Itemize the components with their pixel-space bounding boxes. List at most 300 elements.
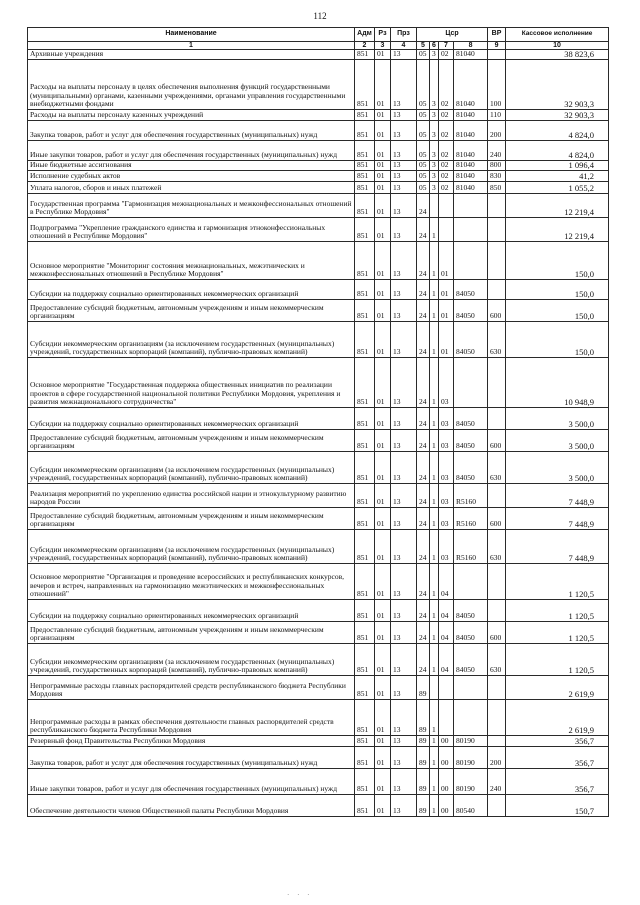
row-name: Закупка товаров, работ и услуг для обеспечения государственных (муниципальных) нужд — [28, 747, 355, 769]
row-prz: 13 — [391, 194, 417, 218]
row-csr-direction: 84050 — [454, 452, 488, 484]
row-csr-subprogram: 1 — [430, 600, 439, 622]
row-name: Предоставление субсидий бюджетным, автономным учреждениям и иным некоммерческим организациям — [28, 622, 355, 644]
row-rz: 01 — [375, 430, 391, 452]
row-csr-event: 02 — [439, 182, 454, 194]
row-csr-subprogram: 1 — [430, 736, 439, 747]
row-rz: 01 — [375, 171, 391, 182]
row-prz: 13 — [391, 218, 417, 242]
row-csr-subprogram: 1 — [430, 484, 439, 508]
row-rz: 01 — [375, 141, 391, 161]
row-csr-direction: 81040 — [454, 50, 488, 60]
row-vr — [488, 218, 506, 242]
row-csr-program: 24 — [417, 452, 430, 484]
header-rz: Рз — [375, 28, 391, 42]
row-csr-program: 05 — [417, 121, 430, 141]
row-csr-direction: 81040 — [454, 141, 488, 161]
row-vr: 600 — [488, 622, 506, 644]
row-name: Иные закупки товаров, работ и услуг для обеспечения государственных (муниципальных) нужд — [28, 769, 355, 795]
row-name: Исполнение судебных актов — [28, 171, 355, 182]
row-vr — [488, 50, 506, 60]
row-csr-direction — [454, 676, 488, 700]
row-csr-direction: 80190 — [454, 769, 488, 795]
row-vr — [488, 795, 506, 817]
row-prz: 13 — [391, 110, 417, 121]
row-rz: 01 — [375, 452, 391, 484]
header-adm: Адм — [355, 28, 375, 42]
row-csr-program: 05 — [417, 50, 430, 60]
row-csr-direction: 84050 — [454, 408, 488, 430]
row-csr-subprogram: 3 — [430, 171, 439, 182]
row-adm: 851 — [355, 171, 375, 182]
row-amount: 32 903,3 — [506, 110, 609, 121]
row-vr: 240 — [488, 769, 506, 795]
row-csr-direction — [454, 218, 488, 242]
row-csr-event: 04 — [439, 622, 454, 644]
column-number: 4 — [391, 42, 417, 50]
row-prz: 13 — [391, 769, 417, 795]
row-rz: 01 — [375, 322, 391, 358]
row-csr-direction: 80190 — [454, 736, 488, 747]
row-rz: 01 — [375, 600, 391, 622]
row-vr: 630 — [488, 644, 506, 676]
row-csr-program: 05 — [417, 161, 430, 171]
row-csr-program: 05 — [417, 110, 430, 121]
row-name: Субсидии на поддержку социально ориентированных некоммерческих организаций — [28, 280, 355, 300]
column-number: 9 — [488, 42, 506, 50]
row-csr-program: 24 — [417, 300, 430, 322]
row-csr-direction — [454, 194, 488, 218]
row-vr: 630 — [488, 322, 506, 358]
row-csr-program: 89 — [417, 676, 430, 700]
row-csr-event: 03 — [439, 530, 454, 564]
row-csr-event: 02 — [439, 141, 454, 161]
row-prz: 13 — [391, 530, 417, 564]
row-adm: 851 — [355, 452, 375, 484]
row-csr-event: 02 — [439, 121, 454, 141]
row-adm: 851 — [355, 736, 375, 747]
row-vr — [488, 408, 506, 430]
row-csr-event: 04 — [439, 564, 454, 600]
row-csr-subprogram: 1 — [430, 530, 439, 564]
row-csr-subprogram: 3 — [430, 161, 439, 171]
row-vr: 630 — [488, 530, 506, 564]
page-number: 112 — [313, 11, 327, 21]
row-vr — [488, 194, 506, 218]
row-amount: 41,2 — [506, 171, 609, 182]
row-csr-direction: 81040 — [454, 161, 488, 171]
row-csr-subprogram: 1 — [430, 700, 439, 736]
row-rz: 01 — [375, 484, 391, 508]
row-vr: 110 — [488, 110, 506, 121]
row-csr-program: 24 — [417, 622, 430, 644]
row-name: Подпрограмма "Укрепление гражданского единства и гармонизация этноконфессиональных отношений в Республике Мордовия" — [28, 218, 355, 242]
row-adm: 851 — [355, 322, 375, 358]
table-row — [28, 60, 609, 110]
row-rz: 01 — [375, 50, 391, 60]
row-vr: 100 — [488, 60, 506, 110]
row-name: Расходы на выплаты персоналу казенных учреждений — [28, 110, 355, 121]
row-csr-event: 01 — [439, 280, 454, 300]
row-amount: 2 619,9 — [506, 700, 609, 736]
row-amount: 7 448,9 — [506, 508, 609, 530]
row-csr-event: 03 — [439, 452, 454, 484]
row-csr-program: 24 — [417, 408, 430, 430]
row-rz: 01 — [375, 408, 391, 430]
row-name: Предоставление субсидий бюджетным, автономным учреждениям и иным некоммерческим организациям — [28, 300, 355, 322]
row-prz: 13 — [391, 644, 417, 676]
row-name: Иные закупки товаров, работ и услуг для обеспечения государственных (муниципальных) нужд — [28, 141, 355, 161]
row-csr-subprogram: 1 — [430, 795, 439, 817]
table-row — [28, 218, 609, 242]
row-prz: 13 — [391, 358, 417, 408]
row-amount: 7 448,9 — [506, 484, 609, 508]
row-csr-program: 05 — [417, 182, 430, 194]
row-csr-subprogram — [430, 676, 439, 700]
row-csr-direction: 80190 — [454, 747, 488, 769]
row-csr-subprogram: 1 — [430, 430, 439, 452]
row-prz: 13 — [391, 736, 417, 747]
table-row — [28, 171, 609, 182]
table-row — [28, 300, 609, 322]
row-csr-subprogram: 1 — [430, 747, 439, 769]
row-adm: 851 — [355, 484, 375, 508]
row-csr-event: 03 — [439, 430, 454, 452]
row-csr-direction: 81040 — [454, 60, 488, 110]
row-csr-direction: 84050 — [454, 622, 488, 644]
row-csr-program: 89 — [417, 747, 430, 769]
row-adm: 851 — [355, 161, 375, 171]
row-amount: 7 448,9 — [506, 530, 609, 564]
row-rz: 01 — [375, 700, 391, 736]
row-prz: 13 — [391, 60, 417, 110]
row-amount: 1 120,5 — [506, 600, 609, 622]
row-name: Субсидии на поддержку социально ориентированных некоммерческих организаций — [28, 600, 355, 622]
row-adm: 851 — [355, 110, 375, 121]
row-prz: 13 — [391, 600, 417, 622]
table-row — [28, 530, 609, 564]
row-csr-direction: 84050 — [454, 644, 488, 676]
row-prz: 13 — [391, 300, 417, 322]
row-name: Реализация мероприятий по укреплению единства российской нации и этнокультурному развитию народов России — [28, 484, 355, 508]
table-row — [28, 194, 609, 218]
row-csr-subprogram: 1 — [430, 644, 439, 676]
row-prz: 13 — [391, 747, 417, 769]
column-number: 6 — [430, 42, 439, 50]
row-csr-event: 02 — [439, 161, 454, 171]
row-csr-direction: 81040 — [454, 121, 488, 141]
table-row — [28, 795, 609, 817]
row-csr-program: 24 — [417, 194, 430, 218]
row-rz: 01 — [375, 622, 391, 644]
row-csr-direction: R5160 — [454, 530, 488, 564]
row-prz: 13 — [391, 564, 417, 600]
row-csr-direction: 81040 — [454, 171, 488, 182]
row-csr-subprogram: 3 — [430, 50, 439, 60]
row-csr-direction: 84050 — [454, 600, 488, 622]
row-name: Основное мероприятие "Мониторинг состояния межнациональных, межэтнических и межконфессиональных отношений в Республике Мордовия" — [28, 242, 355, 280]
row-adm: 851 — [355, 50, 375, 60]
row-csr-program: 24 — [417, 218, 430, 242]
column-number: 2 — [355, 42, 375, 50]
row-rz: 01 — [375, 358, 391, 408]
table-row — [28, 622, 609, 644]
row-csr-event — [439, 218, 454, 242]
table-row — [28, 182, 609, 194]
row-amount: 4 824,0 — [506, 141, 609, 161]
row-rz: 01 — [375, 60, 391, 110]
row-csr-direction — [454, 700, 488, 736]
row-csr-program: 89 — [417, 700, 430, 736]
row-csr-subprogram: 1 — [430, 218, 439, 242]
row-name: Основное мероприятие "Организация и проведение всероссийских и республиканских конкурсов, вечеров и встреч, направленных на гармонизацию межэтнических и межконфессиональных отношений" — [28, 564, 355, 600]
row-adm: 851 — [355, 530, 375, 564]
row-adm: 851 — [355, 508, 375, 530]
row-csr-program: 24 — [417, 600, 430, 622]
row-csr-direction: 81040 — [454, 182, 488, 194]
row-rz: 01 — [375, 121, 391, 141]
row-name: Субсидии некоммерческим организациям (за исключением государственных (муниципальных) учреждений, государственных корпораций (компаний), публично-правовых компаний) — [28, 644, 355, 676]
row-amount: 3 500,0 — [506, 408, 609, 430]
row-csr-direction: 81040 — [454, 110, 488, 121]
row-csr-event: 02 — [439, 171, 454, 182]
header-csr: Цср — [417, 28, 488, 42]
row-name: Основное мероприятие "Государственная поддержка общественных инициатив по реализации проектов в сфере государственной национальной политики Республики Мордовия, укрепления и развития межнационального сотрудничества" — [28, 358, 355, 408]
row-amount: 150,0 — [506, 242, 609, 280]
row-csr-event: 00 — [439, 769, 454, 795]
row-csr-subprogram: 1 — [430, 564, 439, 600]
table-row — [28, 121, 609, 141]
row-prz: 13 — [391, 622, 417, 644]
row-csr-subprogram — [430, 194, 439, 218]
row-vr: 200 — [488, 121, 506, 141]
row-csr-event: 01 — [439, 300, 454, 322]
row-amount: 356,7 — [506, 769, 609, 795]
table-row — [28, 430, 609, 452]
row-amount: 32 903,3 — [506, 60, 609, 110]
row-csr-subprogram: 3 — [430, 141, 439, 161]
row-csr-subprogram: 3 — [430, 110, 439, 121]
table-row — [28, 484, 609, 508]
row-csr-subprogram: 3 — [430, 182, 439, 194]
row-adm: 851 — [355, 564, 375, 600]
row-csr-subprogram: 3 — [430, 60, 439, 110]
row-csr-program: 24 — [417, 644, 430, 676]
row-prz: 13 — [391, 676, 417, 700]
row-adm: 851 — [355, 430, 375, 452]
row-csr-event: 00 — [439, 736, 454, 747]
table-row — [28, 747, 609, 769]
row-prz: 13 — [391, 141, 417, 161]
row-csr-program: 89 — [417, 769, 430, 795]
row-csr-program: 24 — [417, 242, 430, 280]
row-csr-direction — [454, 242, 488, 280]
row-csr-event: 02 — [439, 110, 454, 121]
table-row — [28, 508, 609, 530]
row-name: Непрограммные расходы главных распорядителей средств республиканского бюджета Республики Мордовия — [28, 676, 355, 700]
row-csr-subprogram: 1 — [430, 280, 439, 300]
row-adm: 851 — [355, 242, 375, 280]
row-amount: 10 948,9 — [506, 358, 609, 408]
row-rz: 01 — [375, 300, 391, 322]
row-csr-direction: 84050 — [454, 300, 488, 322]
column-number-row — [28, 42, 609, 50]
row-name: Расходы на выплаты персоналу в целях обеспечения выполнения функций государственными (муниципальными) органами, казенными учреждениями, органами управления государственными внебюджетными фондами — [28, 60, 355, 110]
row-csr-event: 02 — [439, 60, 454, 110]
row-csr-subprogram: 1 — [430, 322, 439, 358]
table-row — [28, 769, 609, 795]
table-row — [28, 644, 609, 676]
row-csr-subprogram: 1 — [430, 769, 439, 795]
row-name: Предоставление субсидий бюджетным, автономным учреждениям и иным некоммерческим организациям — [28, 508, 355, 530]
row-rz: 01 — [375, 110, 391, 121]
row-vr: 600 — [488, 430, 506, 452]
row-prz: 13 — [391, 322, 417, 358]
row-vr — [488, 600, 506, 622]
header-name: Наименование — [28, 28, 355, 42]
row-adm: 851 — [355, 182, 375, 194]
row-adm: 851 — [355, 300, 375, 322]
row-csr-event: 00 — [439, 747, 454, 769]
row-prz: 13 — [391, 161, 417, 171]
row-csr-event — [439, 194, 454, 218]
row-rz: 01 — [375, 747, 391, 769]
row-csr-program: 89 — [417, 736, 430, 747]
table-row — [28, 700, 609, 736]
row-csr-event: 03 — [439, 358, 454, 408]
row-csr-event: 04 — [439, 600, 454, 622]
table-row — [28, 676, 609, 700]
row-csr-direction — [454, 564, 488, 600]
header-cash: Кассовое исполнение — [506, 28, 609, 42]
row-csr-subprogram: 1 — [430, 242, 439, 280]
row-name: Субсидии некоммерческим организациям (за исключением государственных (муниципальных) учреждений, государственных корпораций (компаний), публично-правовых компаний) — [28, 322, 355, 358]
row-amount: 1 120,5 — [506, 644, 609, 676]
row-csr-event: 04 — [439, 644, 454, 676]
row-amount: 12 219,4 — [506, 194, 609, 218]
row-prz: 13 — [391, 700, 417, 736]
row-amount: 1 120,5 — [506, 564, 609, 600]
row-amount: 150,0 — [506, 322, 609, 358]
row-csr-direction: 84050 — [454, 280, 488, 300]
row-csr-event: 01 — [439, 242, 454, 280]
row-csr-subprogram: 1 — [430, 452, 439, 484]
row-vr: 240 — [488, 141, 506, 161]
row-csr-direction: R5160 — [454, 484, 488, 508]
row-prz: 13 — [391, 408, 417, 430]
row-vr — [488, 242, 506, 280]
table-row — [28, 600, 609, 622]
row-vr: 830 — [488, 171, 506, 182]
table-row — [28, 564, 609, 600]
row-rz: 01 — [375, 564, 391, 600]
row-csr-program: 05 — [417, 141, 430, 161]
row-name: Непрограммные расходы в рамках обеспечения деятельности главных распорядителей средств республиканского бюджета Республики Мордовия — [28, 700, 355, 736]
column-number: 7 — [439, 42, 454, 50]
header-vr: ВР — [488, 28, 506, 42]
table-row — [28, 110, 609, 121]
row-name: Обеспечение деятельности членов Общественной палаты Республики Мордовия — [28, 795, 355, 817]
row-vr — [488, 564, 506, 600]
row-adm: 851 — [355, 218, 375, 242]
row-amount: 1 055,2 — [506, 182, 609, 194]
row-csr-event: 01 — [439, 322, 454, 358]
row-csr-program: 24 — [417, 484, 430, 508]
row-csr-program: 05 — [417, 171, 430, 182]
header-prz: Прз — [391, 28, 417, 42]
row-adm: 851 — [355, 280, 375, 300]
row-csr-program: 05 — [417, 60, 430, 110]
row-name: Уплата налогов, сборов и иных платежей — [28, 182, 355, 194]
row-prz: 13 — [391, 121, 417, 141]
row-amount: 3 500,0 — [506, 452, 609, 484]
table-row — [28, 452, 609, 484]
table-body — [28, 50, 609, 817]
row-rz: 01 — [375, 795, 391, 817]
table-row — [28, 242, 609, 280]
row-csr-event: 02 — [439, 50, 454, 60]
row-prz: 13 — [391, 508, 417, 530]
row-adm: 851 — [355, 795, 375, 817]
row-name: Иные бюджетные ассигнования — [28, 161, 355, 171]
row-adm: 851 — [355, 194, 375, 218]
row-csr-direction: 84050 — [454, 322, 488, 358]
row-adm: 851 — [355, 676, 375, 700]
row-prz: 13 — [391, 50, 417, 60]
row-name: Субсидии некоммерческим организациям (за исключением государственных (муниципальных) учреждений, государственных корпораций (компаний), публично-правовых компаний) — [28, 452, 355, 484]
row-vr: 600 — [488, 508, 506, 530]
row-amount: 4 824,0 — [506, 121, 609, 141]
row-amount: 1 096,4 — [506, 161, 609, 171]
row-rz: 01 — [375, 182, 391, 194]
row-amount: 150,0 — [506, 300, 609, 322]
row-rz: 01 — [375, 676, 391, 700]
column-number: 10 — [506, 42, 609, 50]
row-csr-program: 89 — [417, 795, 430, 817]
row-rz: 01 — [375, 242, 391, 280]
row-csr-direction: R5160 — [454, 508, 488, 530]
column-number: 5 — [417, 42, 430, 50]
row-csr-subprogram: 1 — [430, 622, 439, 644]
row-csr-program: 24 — [417, 564, 430, 600]
table-row — [28, 408, 609, 430]
row-vr — [488, 358, 506, 408]
budget-table — [27, 27, 609, 817]
row-csr-subprogram: 1 — [430, 408, 439, 430]
row-csr-program: 24 — [417, 280, 430, 300]
row-csr-event — [439, 676, 454, 700]
row-prz: 13 — [391, 795, 417, 817]
table-row — [28, 161, 609, 171]
row-csr-event: 00 — [439, 795, 454, 817]
column-number: 1 — [28, 42, 355, 50]
row-name: Предоставление субсидий бюджетным, автономным учреждениям и иным некоммерческим организациям — [28, 430, 355, 452]
row-csr-subprogram: 3 — [430, 121, 439, 141]
scan-specks: · · · — [287, 891, 313, 899]
row-prz: 13 — [391, 484, 417, 508]
row-vr: 200 — [488, 747, 506, 769]
row-amount: 356,7 — [506, 736, 609, 747]
row-adm: 851 — [355, 408, 375, 430]
row-vr — [488, 736, 506, 747]
table-row — [28, 322, 609, 358]
row-name: Резервный фонд Правительства Республики Мордовия — [28, 736, 355, 747]
row-vr — [488, 700, 506, 736]
row-amount: 150,0 — [506, 280, 609, 300]
table-row — [28, 736, 609, 747]
row-rz: 01 — [375, 769, 391, 795]
row-csr-event: 03 — [439, 408, 454, 430]
